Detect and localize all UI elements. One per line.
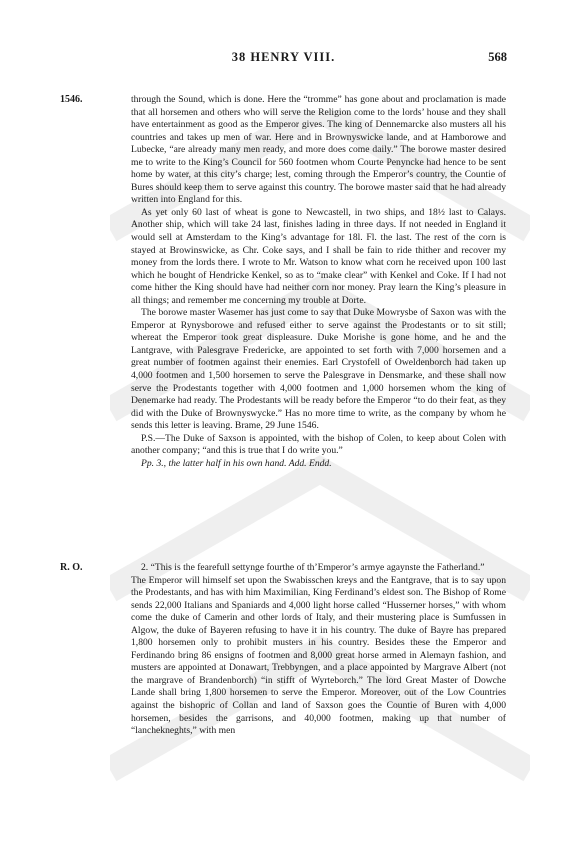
body-column-bottom	[131, 562, 506, 738]
paragraph-postscript: P.S.—The Duke of Saxson is appointed, with the bishop of Colen, to keep about Colen with another company; “and this is true that I do write you.”	[131, 432, 506, 457]
running-head: 38 HENRY VIII.	[231, 50, 336, 64]
document-description: Pp. 3., the latter half in his own hand. Add. Endd.	[141, 457, 332, 469]
page-number: 568	[488, 50, 507, 64]
body-column-top	[131, 94, 506, 470]
paragraph-5: The Emperor will himself set upon the Swabisschen kreys and the Eantgrave, that is to say upon the Prodestants, and has with him Maximilian, King Ferdinand’s eldest son. The Bishop of Rome sends 22,000 Italians and Spaniards and 4,000 light horse called “Husserner horses,” with whom come the duke of Camerin and other lords of Italy, and their mustering place is Sumfussen in Algow, the duke of Bayeren refusing to have it in his country. The duke of Bayre has prepared 1,800 horsemen only to prohibit musters in his country. Besides these the Emperor and Ferdinando bring 86 ensigns of footmen and 8,000 great horse armed in Alemayn fashion, and musters are appointed at Donawart, Trebbyngen, and a place appointed by Margrave Albert (not the margrave of Brandenborch) “in stifft of Wyrteborch.” The lord Great Master of Dowche Lande shall bring 1,800 horsemen to serve the Emperor. Moreover, out of the Low Countries against the bishopric of Collan and land of Saxson goes the Countie of Buren with 4,000 horsemen, besides the garrisons, and 40,000 footmen, making up that number of “lanchekneghts,” with men	[131, 574, 506, 737]
page-header	[0, 50, 567, 70]
margin-reference: R. O.	[60, 562, 83, 573]
entry-heading: 2. “This is the fearefull settynge fourthe of th’Emperor’s armye agaynste the Fatherland.”	[141, 562, 485, 573]
margin-year: 1546.	[60, 94, 83, 105]
paragraph-1: through the Sound, which is done. Here the “tromme” has gone about and proclamation is made that all horsemen and others who will serve the Religion come to the lords’ house and they shall have entertainment as good as the Emperor gives. The king of Dennemarcke also musters all his countries and takes up men of war. Here and in Brownyswicke lande, and at Hamborowe and Lubecke, “are already many men ready, and more does come daily.” The borowe master desired me to write to the King’s Council for 560 footmen whom Courte Penyncke had hence to be sent home by water, at this city’s charge; lest, coming through the Emperor’s country, the Countie of Bures should keep them to serve against this country. The borowe master said that he had already written into England for this.	[131, 94, 506, 206]
paragraph-2: As yet only 60 last of wheat is gone to Newcastell, in two ships, and 18½ last to Calays. Another ship, which will take 24 last, finishes lading in three days. If not needed in England it would sell at Amsterdam to the King’s advantage for 18l. Fl. the last. The rest of the corn is stayed at Browinswicke, as Chr. Coke says, and I shall be fain to ride thither and recover my money from the lords there. I wrote to Mr. Watson to know what corn he received upon 100 last which he bought of Hendricke Kenkel, so as to “make clear” with Kenkel and Coke. If I had not come hither the King should have had neither corn nor money. Pray learn the King’s pleasure in all things; and remember me concerning my trouble at Dorte.	[131, 206, 506, 306]
paragraph-3: The borowe master Wasemer has just come to say that Duke Mowrysbe of Saxon was with the Emperor at Rynysborowe and refused either to serve against the Prodestants or to sit still; whereat the Emperor took great displeasure. Duke Morishe is gone home, and he and the Lantgrave, with Palesgrave Fredericke, are appointed to set forth with 7,000 horsemen and a great number of footmen against their enemies. Earl Crystofell of Oweldenborch had taken up 4,000 footmen and 1,500 horsemen to serve the Palesgrave in Densmarke, and these shall now serve the Prodestants together with 4,000 footmen and 1,000 horsemen whom the king of Denemarke had ready. The Prodestants will be ready before the Emperor “to do their feat, as they did with the Duke of Brownyswycke.” Has no more time to write, as the company by whom he sends this letter is leaving. Brame, 29 June 1546.	[131, 307, 506, 432]
